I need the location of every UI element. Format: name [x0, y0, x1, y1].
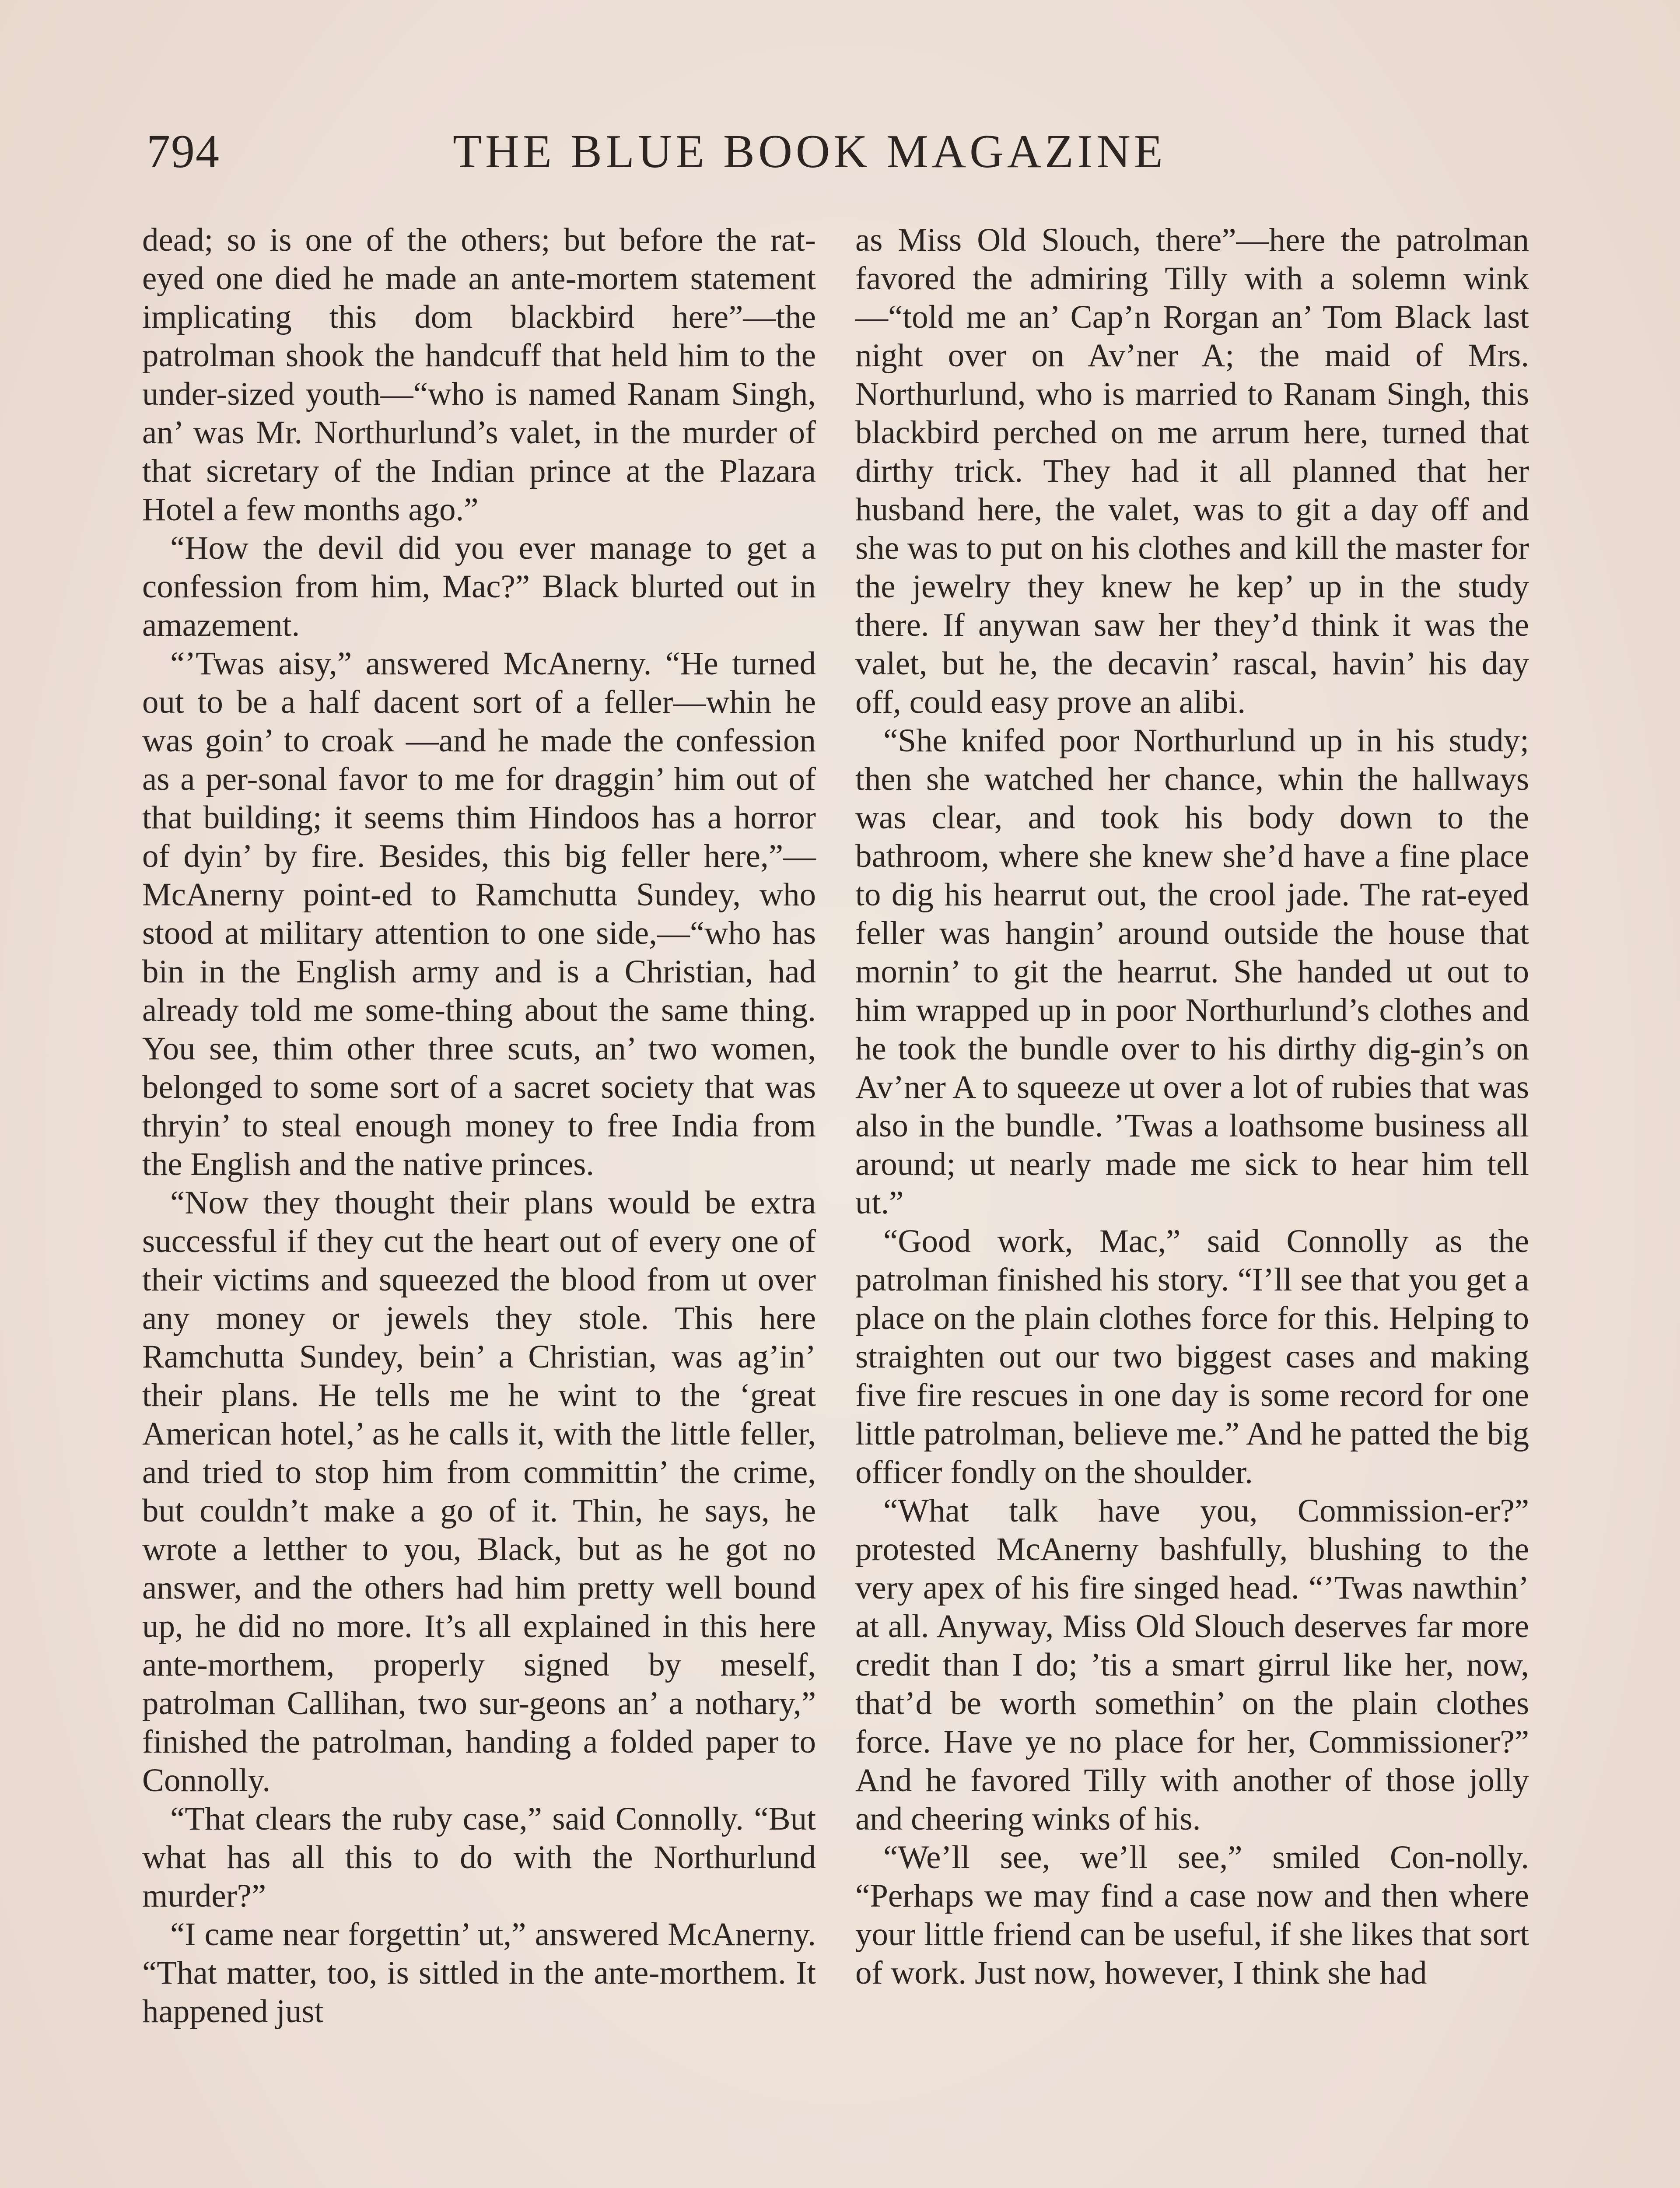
paragraph: “That clears the ruby case,” said Connolly. “But what has all this to do with the Northurlund murder?” [142, 1801, 816, 1914]
running-head: THE BLUE BOOK MAGAZINE [453, 126, 1166, 178]
paragraph: as Miss Old Slouch, there”—here the patrolman favored the admiring Tilly with a solemn wink—“told me an’ Cap’n Rorgan an’ Tom Black last night over on Av’ner A; the maid of Mrs. Northurlund, who is married to Ranam Singh, this blackbird perched on me arrum here, turned that dirthy trick. They had it all planned that her husband here, the valet, was to git a day off and she was to put on his clothes and kill the master for the jewelry they knew he kep’ up in the study there. If anywan saw her they’d think it was the valet, but he, the decavin’ rascal, havin’ his day off, could easy prove an alibi. [855, 222, 1529, 720]
paragraph: “She knifed poor Northurlund up in his study; then she watched her chance, whin the hallways was clear, and took his body down to the bathroom, where she knew she’d have a fine place to dig his hearrut out, the crool jade. The rat-eyed feller was hangin’ around outside the house that mornin’ to git the hearrut. She handed ut out to him wrapped up in poor Northurlund’s clothes and he took the bundle over to his dirthy dig-gin’s on Av’ner A to squeeze ut over a lot of rubies that was also in the bundle. ’Twas a loathsome business all around; ut nearly made me sick to hear him tell ut.” [855, 722, 1529, 1221]
paragraph: “Good work, Mac,” said Connolly as the patrolman finished his story. “I’ll see that you get a place on the plain clothes force for this. Helping to straighten out our two biggest cases and making five fire rescues in one day is some record for one little patrolman, believe me.” And he patted the big officer fondly on the shoulder. [855, 1223, 1529, 1490]
paragraph: “How the devil did you ever manage to get a confession from him, Mac?” Black blurted out in amazement. [142, 530, 816, 643]
right-column [855, 221, 1529, 1992]
paragraph: dead; so is one of the others; but before the rat-eyed one died he made an ante-mortem statement implicating this dom blackbird here”—the patrolman shook the handcuff that held him to the under-sized youth—“who is named Ranam Singh, an’ was Mr. Northurlund’s valet, in the murder of that sicretary of the Indian prince at the Plazara Hotel a few months ago.” [142, 222, 816, 528]
paragraph: “We’ll see, we’ll see,” smiled Con-nolly. “Perhaps we may find a case now and then where your little friend can be useful, if she likes that sort of work. Just now, however, I think she had [855, 1839, 1529, 1991]
paragraph: “’Twas aisy,” answered McAnerny. “He turned out to be a half dacent sort of a feller—whin he was goin’ to croak —and he made the confession as a per-sonal favor to me for draggin’ him out of that building; it seems thim Hindoos has a horror of dyin’ by fire. Besides, this big feller here,”—McAnerny point-ed to Ramchutta Sundey, who stood at military attention to one side,—“who has bin in the English army and is a Christian, had already told me some-thing about the same thing. You see, thim other three scuts, an’ two women, belonged to some sort of a sacret society that was thryin’ to steal enough money to free India from the English and the native princes. [142, 645, 816, 1182]
paragraph: “I came near forgettin’ ut,” answered McAnerny. “That matter, too, is sittled in the ante-morthem. It happened just [142, 1916, 816, 2030]
page-number: 794 [147, 126, 220, 178]
page-header [147, 125, 1249, 190]
paragraph: “Now they thought their plans would be extra successful if they cut the heart out of every one of their victims and squeezed the blood from ut over any money or jewels they stole. This here Ramchutta Sundey, bein’ a Christian, was ag’in’ their plans. He tells me he wint to the ‘great American hotel,’ as he calls it, with the little feller, and tried to stop him from committin’ the crime, but couldn’t make a go of it. Thin, he says, he wrote a letther to you, Black, but as he got no answer, and the others had him pretty well bound up, he did no more. It’s all explained in this here ante-morthem, properly signed by meself, patrolman Callihan, two sur-geons an’ a nothary,” finished the patrolman, handing a folded paper to Connolly. [142, 1185, 816, 1799]
paragraph: “What talk have you, Commission-er?” protested McAnerny bashfully, blushing to the very apex of his fire singed head. “’Twas nawthin’ at all. Anyway, Miss Old Slouch deserves far more credit than I do; ’tis a smart girrul like her, now, that’d be worth somethin’ on the plain clothes force. Have ye no place for her, Commissioner?” And he favored Tilly with another of those jolly and cheering winks of his. [855, 1493, 1529, 1837]
left-column [142, 221, 816, 2031]
